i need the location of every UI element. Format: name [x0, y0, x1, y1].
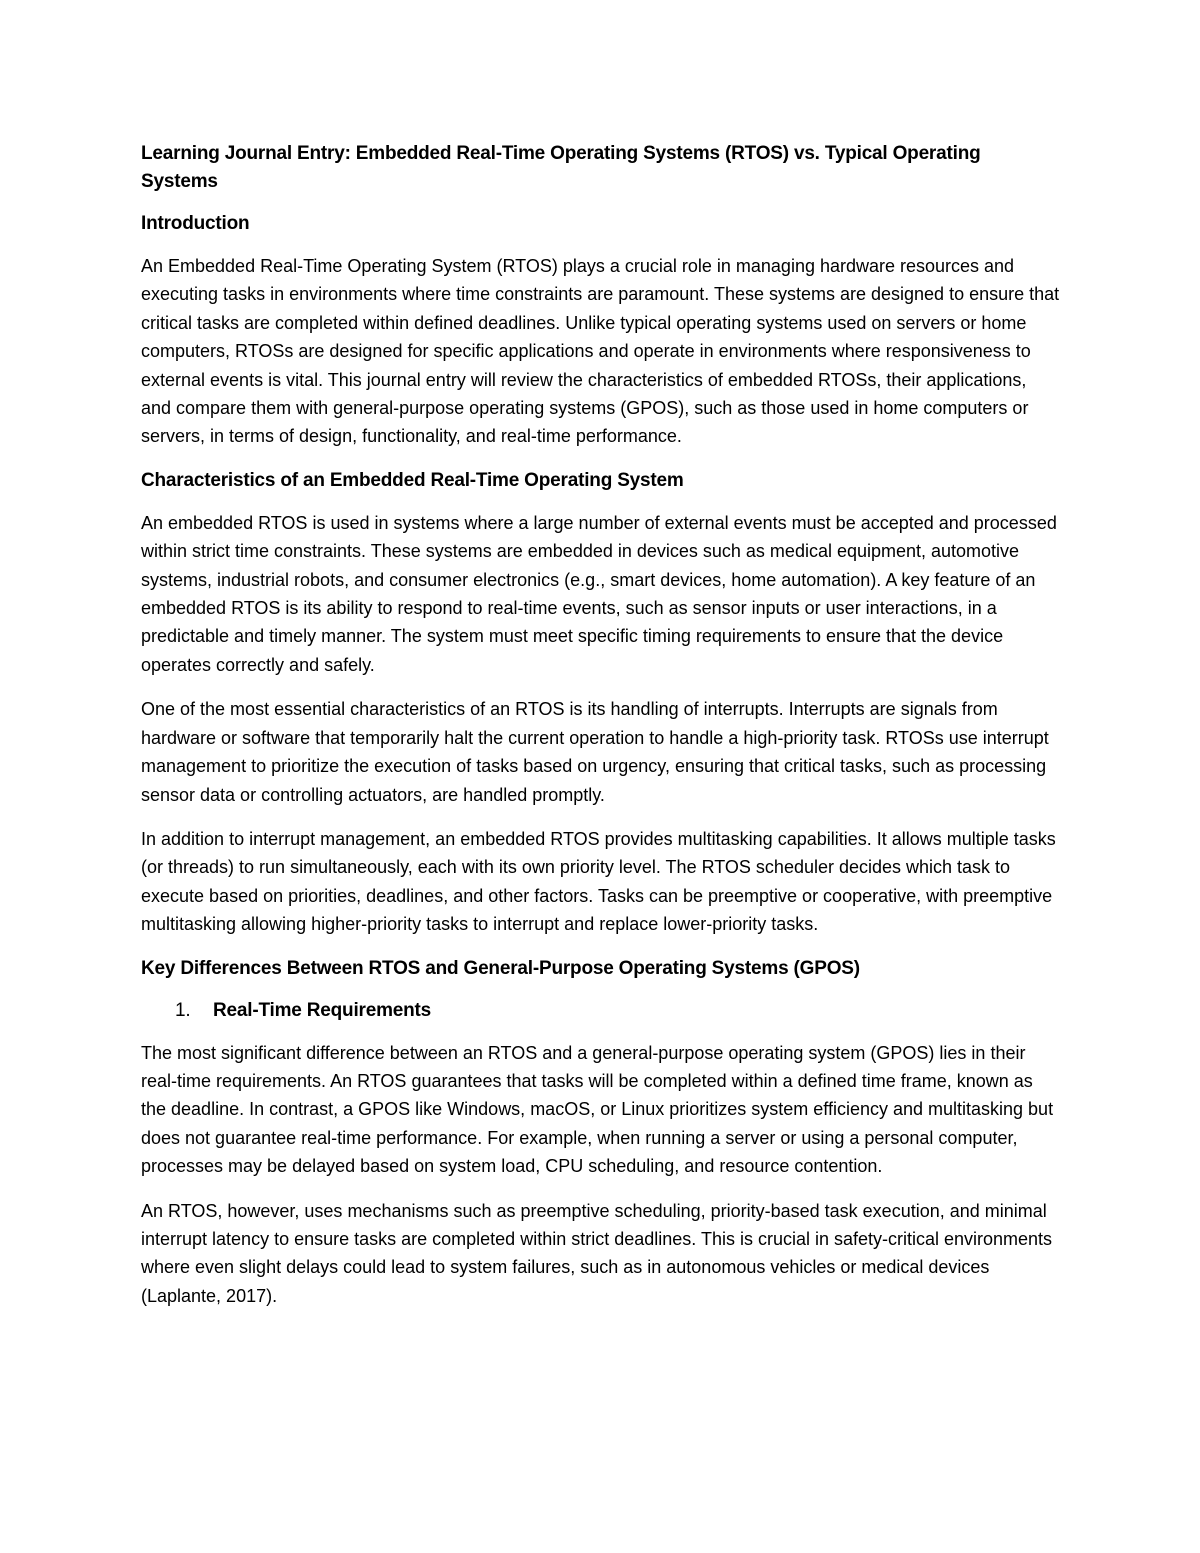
differences-heading: Key Differences Between RTOS and General-Purpose Operating Systems (GPOS) — [141, 957, 860, 979]
real-time-paragraph-2: An RTOS, however, uses mechanisms such as preemptive scheduling, priority-based task execution, and minimal interrupt latency to ensure tasks are completed within strict deadlines. This is crucial in safety-critical environments where even slight delays could lead to system failures, such as in autonomous vehicles or medical devices (Laplante, 2017). — [141, 1200, 1053, 1306]
introduction-heading: Introduction — [141, 213, 250, 234]
document-title: Learning Journal Entry: Embedded Real-Time Operating Systems (RTOS) vs. Typical Operating Systems — [141, 143, 981, 192]
characteristics-paragraph-2: One of the most essential characteristics of an RTOS is its handling of interrupts. Interrupts are signals from hardware or software that temporarily halt the current operation to handle a high-priority task. RTOSs use interrupt management to prioritize the execution of tasks based on urgency, ensuring that critical tasks, such as processing sensor data or controlling actuators, are handled promptly. — [141, 699, 1049, 805]
introduction-paragraph: An Embedded Real-Time Operating System (RTOS) plays a crucial role in managing hardware resources and executing tasks in environments where time constraints are paramount. These systems are designed to ensure that critical tasks are completed within defined deadlines. Unlike typical operating systems used on servers or home computers, RTOSs are designed for specific applications and operate in environments where responsiveness to external events is vital. This journal entry will review the characteristics of embedded RTOSs, their applications, and compare them with general-purpose operating systems (GPOS), such as those used in home computers or servers, in terms of design, functionality, and real-time performance. — [141, 256, 1060, 447]
real-time-requirements-heading: Real-Time Requirements — [213, 999, 432, 1021]
numbered-subheading — [141, 997, 1061, 1025]
characteristics-paragraph-1: An embedded RTOS is used in systems where a large number of external events must be accepted and processed within strict time constraints. These systems are embedded in devices such as medical equipment, automotive systems, industrial robots, and consumer electronics (e.g., smart devices, home automation). A key feature of an embedded RTOS is its ability to respond to real-time events, such as sensor inputs or user interactions, in a predictable and timely manner. The system must meet specific timing requirements to ensure that the device operates correctly and safely. — [141, 512, 1057, 675]
list-number: 1. — [175, 999, 191, 1021]
characteristics-paragraph-3: In addition to interrupt management, an embedded RTOS provides multitasking capabilities. It allows multiple tasks (or threads) to run simultaneously, each with its own priority level. The RTOS scheduler decides which task to execute based on priorities, deadlines, and other factors. Tasks can be preemptive or cooperative, with preemptive multitasking allowing higher-priority tasks to interrupt and replace lower-priority tasks. — [141, 828, 1056, 935]
characteristics-heading: Characteristics of an Embedded Real-Time Operating System — [141, 469, 684, 491]
document-page — [141, 140, 1061, 1326]
real-time-paragraph-1: The most significant difference between an RTOS and a general-purpose operating system (GPOS) lies in their real-time requirements. An RTOS guarantees that tasks will be completed within a defined time frame, known as the deadline. In contrast, a GPOS like Windows, macOS, or Linux prioritizes system efficiency and multitasking but does not guarantee real-time performance. For example, when running a server or using a personal computer, processes may be delayed based on system load, CPU scheduling, and resource contention. — [141, 1042, 1054, 1177]
